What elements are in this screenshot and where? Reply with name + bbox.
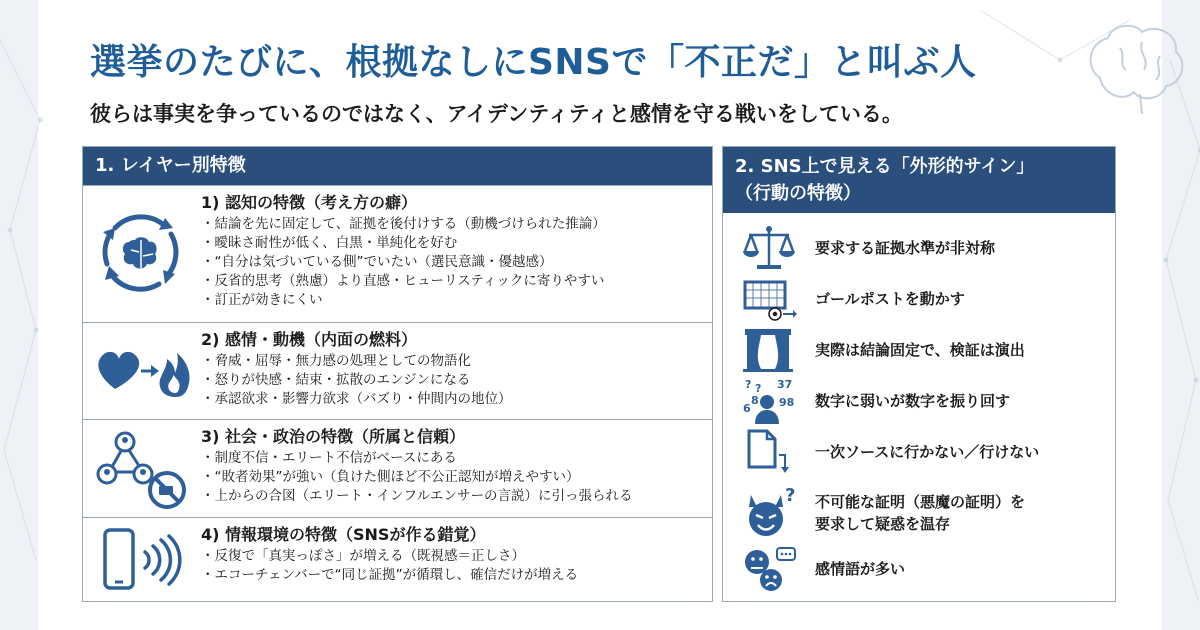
sign-label: ゴールポストを動かす <box>815 290 965 308</box>
list-item: ・ 結論を先に固定して、証拠を後付けする（動機づけられた推論） <box>201 215 709 234</box>
external-signs-panel <box>722 146 1116 602</box>
list-item: ・ 反省的思考（熟慮）より直感・ヒューリスティックに寄りやすい <box>201 272 709 291</box>
layer-features-panel <box>82 146 713 602</box>
brain-cycle-icon <box>95 206 187 298</box>
list-item: ・ 怒りが快感・結束・拡散のエンジンになる <box>201 371 709 390</box>
information-environment-section <box>83 517 712 601</box>
social-political-section <box>83 419 712 517</box>
list-item: ・ “敗者効果”が強い（負けた側ほど不公正認知が増えやすい） <box>201 468 709 487</box>
devil-icon <box>741 485 797 541</box>
sign-label: 感情語が多い <box>815 560 906 578</box>
number-glyph: 8 <box>751 394 759 407</box>
sign-row-staged-verification <box>723 325 1115 375</box>
number-glyph: ? <box>745 378 752 391</box>
stage-curtain-icon <box>741 325 797 375</box>
network-distrust-icon <box>95 428 191 512</box>
goal-post-icon <box>741 274 797 324</box>
sign-row-moving-goalposts <box>723 274 1115 324</box>
svg-text:?: ? <box>785 485 796 506</box>
sign-row-number-misuse <box>723 376 1115 426</box>
number-glyph: 6 <box>743 402 751 415</box>
list-item: ・ 制度不信・エリート不信がベースにある <box>201 449 709 468</box>
emotion-section-title: 2) 感情・動機（内面の燃料） <box>201 330 418 349</box>
number-glyph: 37 <box>777 378 793 391</box>
list-item: ・ 反復で「真実っぽさ」が増える（既視感＝正しさ） <box>201 547 709 566</box>
external-signs-heading <box>723 147 1115 213</box>
page-title: 選挙のたびに、根拠なしにSNSで「不正だ」と叫ぶ人 <box>90 42 977 83</box>
number-glyph: 98 <box>779 396 795 409</box>
sign-label: 一次ソースに行かない／行けない <box>815 443 1040 461</box>
confused-numbers-icon <box>741 376 797 426</box>
sign-row-emotional-language <box>723 544 1115 594</box>
sign-row-asymmetric-evidence <box>723 223 1115 273</box>
list-item: ・ エコーチェンバーで“同じ証拠”が循環し、確信だけが増える <box>201 566 709 585</box>
emotional-faces-icon <box>741 544 797 594</box>
sign-row-no-primary-source <box>723 427 1115 477</box>
list-item: ・ 訂正が効きにくい <box>201 291 709 310</box>
cognitive-section <box>83 185 712 322</box>
sign-label: 要求する証拠水準が非対称 <box>815 239 996 257</box>
sign-label: 不可能な証明（悪魔の証明）を 要求して疑惑を温存 <box>815 493 1026 533</box>
list-item: ・ 承認欲求・影響力欲求（バズり・仲間内の地位） <box>201 390 709 409</box>
number-glyph: ? <box>755 382 762 395</box>
list-item: ・ “自分は気づいている側”でいたい（選民意識・優越感） <box>201 253 709 272</box>
scale-icon <box>741 223 797 273</box>
smartphone-signal-icon <box>95 526 191 594</box>
heart-to-fire-icon <box>95 337 191 403</box>
external-signs-heading-line2: （行動の特徴） <box>735 183 861 204</box>
emotion-section <box>83 322 712 419</box>
layer-features-heading: 1. レイヤー別特徴 <box>83 147 712 185</box>
social-political-section-title: 3) 社会・政治の特徴（所属と信頼） <box>201 427 466 446</box>
information-environment-section-title: 4) 情報環境の特徴（SNSが作る錯覚） <box>201 525 486 544</box>
sign-label: 数字に弱いが数字を振り回す <box>815 392 1011 410</box>
list-item: ・ 上からの合図（エリート・インフルエンサーの言説）に引っ張られる <box>201 487 709 506</box>
sign-row-devils-proof <box>723 485 1115 541</box>
document-arrow-icon <box>741 427 797 477</box>
page-subtitle: 彼らは事実を争っているのではなく、アイデンティティと感情を守る戦いをしている。 <box>90 102 903 126</box>
list-item: ・ 脅威・屈辱・無力感の処理としての物語化 <box>201 352 709 371</box>
cognitive-section-title: 1) 認知の特徴（考え方の癖） <box>201 193 418 212</box>
external-signs-heading-line1: 2. SNS上で見える「外形的サイン」 <box>735 156 1035 177</box>
sign-label: 実際は結論固定で、検証は演出 <box>815 341 1025 359</box>
list-item: ・ 曖昧さ耐性が低く、白黒・単純化を好む <box>201 234 709 253</box>
